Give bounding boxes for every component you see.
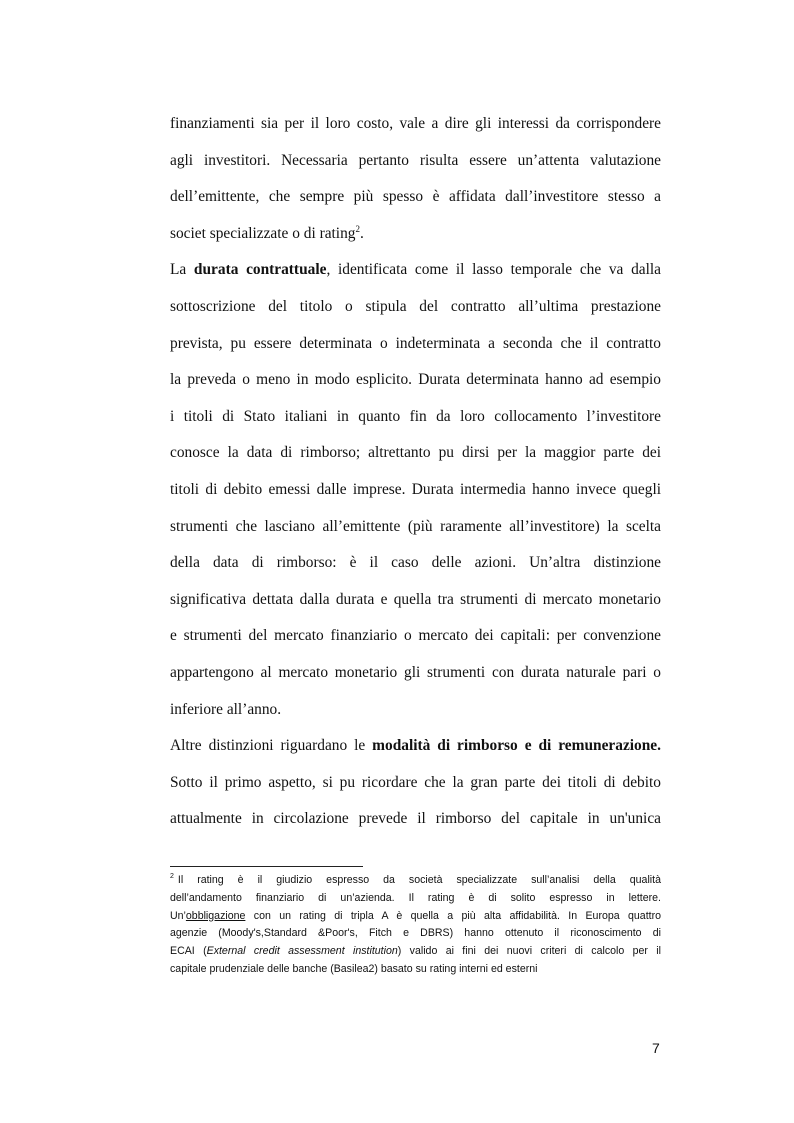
text-run: . [359,224,364,242]
text-run: Un’ [170,909,186,922]
text-run: inferiore all’anno. [170,700,282,718]
text-run: strumenti che lasciano all’emittente (più raramente all’investitore) la scelta [170,517,661,535]
text-run: sottoscrizione del titolo o stipula del contratto all’ultima prestazione [170,297,661,315]
text-line [170,435,661,472]
text-line [170,252,661,289]
text-line [170,655,661,692]
text-run: della data di rimborso: è il caso delle azioni. Un’altra distinzione [170,554,661,572]
obbligazione-link[interactable]: obbligazione [185,909,246,922]
text-run: la preveda o meno in modo esplicito. Durata determinata hanno ad esempio [170,371,661,389]
text-run: finanziamenti sia per il loro costo, vale a dire gli interessi da corrispondere [170,115,661,132]
text-run: agli investitori. Necessaria pertanto risulta essere un’attenta valutazione [170,151,661,169]
text-line [170,472,661,509]
text-run: dell’andamento finanziario di un’azienda. Il rating è di solito espresso in lettere. [170,891,661,904]
text-run: appartengono al mercato monetario gli strumenti con durata naturale pari o [170,663,661,681]
text-line [170,289,661,326]
page-number: 7 [652,1040,660,1056]
text-run: dell’emittente, che sempre più spesso è affidata dall’investitore stesso a [170,188,661,206]
text-run: societ specializzate o di rating [170,224,356,242]
text-run: La [170,261,194,279]
text-run: conosce la data di rimborso; altrettanto pu dirsi per la maggior parte dei [170,444,661,462]
footnote-line [170,890,661,908]
text-line [170,545,661,582]
bold-term: modalità di rimborso e di remunerazione. [372,737,661,755]
footnote-separator [170,866,363,867]
text-line [170,728,661,765]
body-text [170,106,661,838]
text-line [170,326,661,363]
text-line [170,362,661,399]
text-run: prevista, pu essere determinata o indeterminata a seconda che il contratto [170,334,661,352]
text-run: agenzie (Moody's,Standard &Poor's, Fitch e DBRS) hanno ottenuto il riconoscimento di [170,927,661,940]
text-line [170,143,661,180]
text-line [170,765,661,802]
text-run: Altre distinzioni riguardano le [170,737,373,755]
text-line [170,509,661,546]
text-run: ECAI ( [170,945,207,958]
text-run: attualmente in circolazione prevede il rimborso del capitale in un'unica [170,810,661,828]
text-run: e strumenti del mercato finanziario o mercato dei capitali: per convenzione [170,627,661,645]
footnote-ref[interactable]: 2 [355,223,360,234]
text-run: ) valido ai fini dei nuovi criteri di calcolo per il [397,945,661,958]
text-line [170,582,661,619]
footnote-line [170,872,661,890]
footnote-line [170,925,661,943]
text-run: capitale prudenziale delle banche (Basilea2) basato su rating interni ed esterni [170,962,538,975]
bold-term: durata contrattuale [193,261,327,279]
footnote [170,872,661,979]
footnote-line [170,908,661,926]
text-run: Il rating è il giudizio espresso da società specializzate sull’analisi della qualità [177,874,661,886]
text-run: significativa dettata dalla durata e quella tra strumenti di mercato monetario [170,590,661,608]
text-run: , identificata come il lasso temporale che va dalla [326,261,661,279]
text-line [170,106,661,143]
footnote-number: 2 [170,873,174,881]
text-run: con un rating di tripla A è quella a più alta affidabilità. In Europa quattro [245,909,661,922]
italic-term: External credit assessment institution [206,945,398,958]
footnote-line [170,961,661,979]
text-run: i titoli di Stato italiani in quanto fin da loro collocamento l’investitore [170,407,661,425]
footnote-line [170,943,661,961]
text-run: Sotto il primo aspetto, si pu ricordare che la gran parte dei titoli di debito [170,773,661,791]
text-line [170,179,661,216]
text-line [170,399,661,436]
text-line [170,618,661,655]
text-line [170,692,661,729]
text-line [170,801,661,838]
text-line [170,216,661,253]
text-run: titoli di debito emessi dalle imprese. Durata intermedia hanno invece quegli [170,480,661,498]
